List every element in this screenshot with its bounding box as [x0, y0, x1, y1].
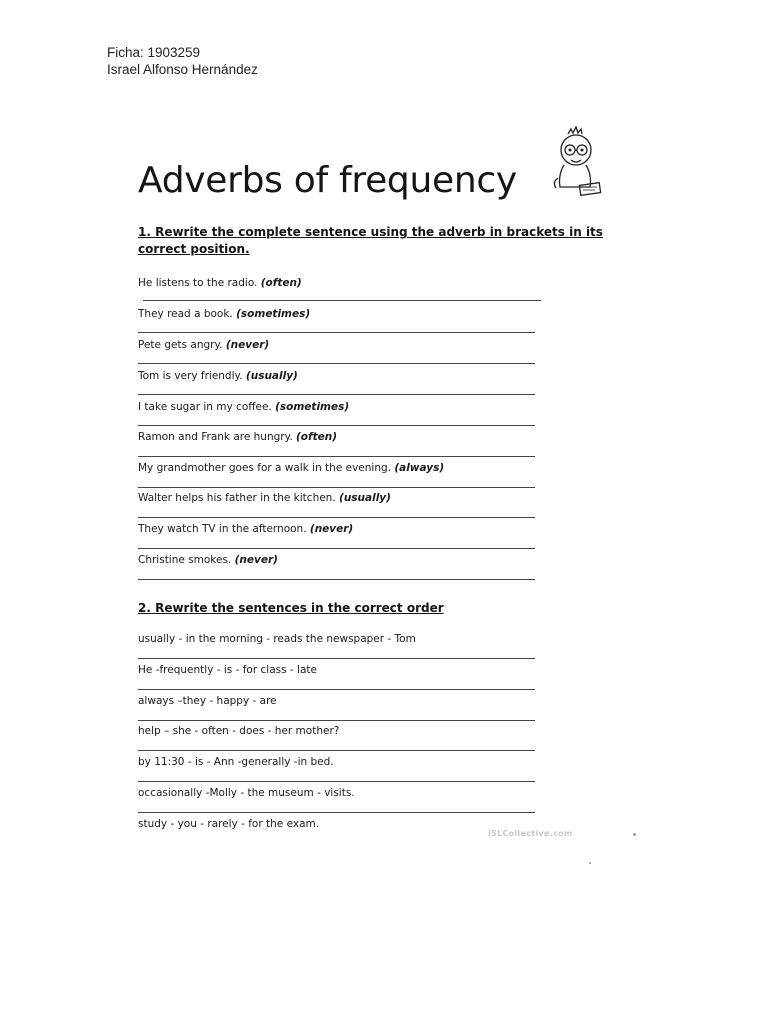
list-item: I take sugar in my coffee. (sometimes) [138, 401, 350, 413]
list-item: They watch TV in the afternoon. (never) [138, 523, 354, 535]
scan-speck [589, 862, 591, 864]
answer-line[interactable] [138, 579, 535, 580]
adverb-hint: (always) [394, 462, 445, 474]
list-item: Walter helps his father in the kitchen. (usually) [138, 492, 391, 504]
adverb-hint: (often) [296, 431, 337, 443]
list-item: Christine smokes. (never) [138, 554, 278, 566]
answer-line[interactable] [138, 548, 535, 549]
answer-line[interactable] [138, 332, 535, 333]
answer-line[interactable] [138, 425, 535, 426]
answer-line[interactable] [138, 658, 535, 659]
list-item: by 11:30 - is - Ann -generally -in bed. [138, 756, 334, 768]
answer-line[interactable] [138, 781, 535, 782]
answer-line[interactable] [138, 487, 535, 488]
answer-line[interactable] [138, 720, 535, 721]
adverb-hint: (never) [309, 523, 354, 535]
watermark: iSLCollective.com [488, 829, 573, 838]
answer-line[interactable] [138, 363, 535, 364]
adverb-hint: (usually) [339, 492, 391, 504]
student-name: Israel Alfonso Hernández [107, 62, 258, 77]
answer-line[interactable] [138, 689, 535, 690]
worksheet-title: Adverbs of frequency [138, 160, 517, 201]
ficha-number: Ficha: 1903259 [107, 45, 201, 60]
adverb-hint: (sometimes) [275, 401, 350, 413]
section2-heading: 2. Rewrite the sentences in the correct order [138, 601, 444, 615]
list-item: help – she - often - does - her mother? [138, 725, 340, 737]
list-item: study - you - rarely - for the exam. [138, 818, 320, 830]
section1-heading-line2: correct position. [138, 242, 250, 256]
list-item: usually - in the morning - reads the newspaper - Tom [138, 633, 416, 645]
answer-line[interactable] [138, 394, 535, 395]
answer-line[interactable] [138, 456, 535, 457]
list-item: always –they - happy - are [138, 695, 277, 707]
nerd-kid-with-glasses-icon [550, 126, 606, 204]
adverb-hint: (usually) [245, 370, 298, 382]
adverb-hint: (often) [260, 277, 302, 289]
list-item: Pete gets angry. (never) [138, 339, 270, 351]
adverb-hint: (never) [234, 554, 278, 566]
list-item: occasionally -Molly - the museum - visits. [138, 787, 355, 799]
section1-heading-line1: 1. Rewrite the complete sentence using the adverb in brackets in its [138, 225, 603, 239]
adverb-hint: (sometimes) [236, 308, 311, 320]
scan-speck [633, 833, 636, 836]
answer-line[interactable] [138, 812, 535, 813]
list-item: My grandmother goes for a walk in the evening. (always) [138, 462, 445, 474]
answer-line[interactable] [138, 517, 535, 518]
answer-line[interactable] [138, 750, 535, 751]
list-item: Tom is very friendly. (usually) [138, 370, 298, 382]
list-item: He listens to the radio. (often) [138, 277, 302, 289]
answer-line[interactable] [143, 300, 541, 301]
adverb-hint: (never) [225, 339, 270, 351]
list-item: Ramon and Frank are hungry. (often) [138, 431, 337, 443]
list-item: He -frequently - is - for class - late [138, 664, 317, 676]
list-item: They read a book. (sometimes) [138, 308, 311, 320]
